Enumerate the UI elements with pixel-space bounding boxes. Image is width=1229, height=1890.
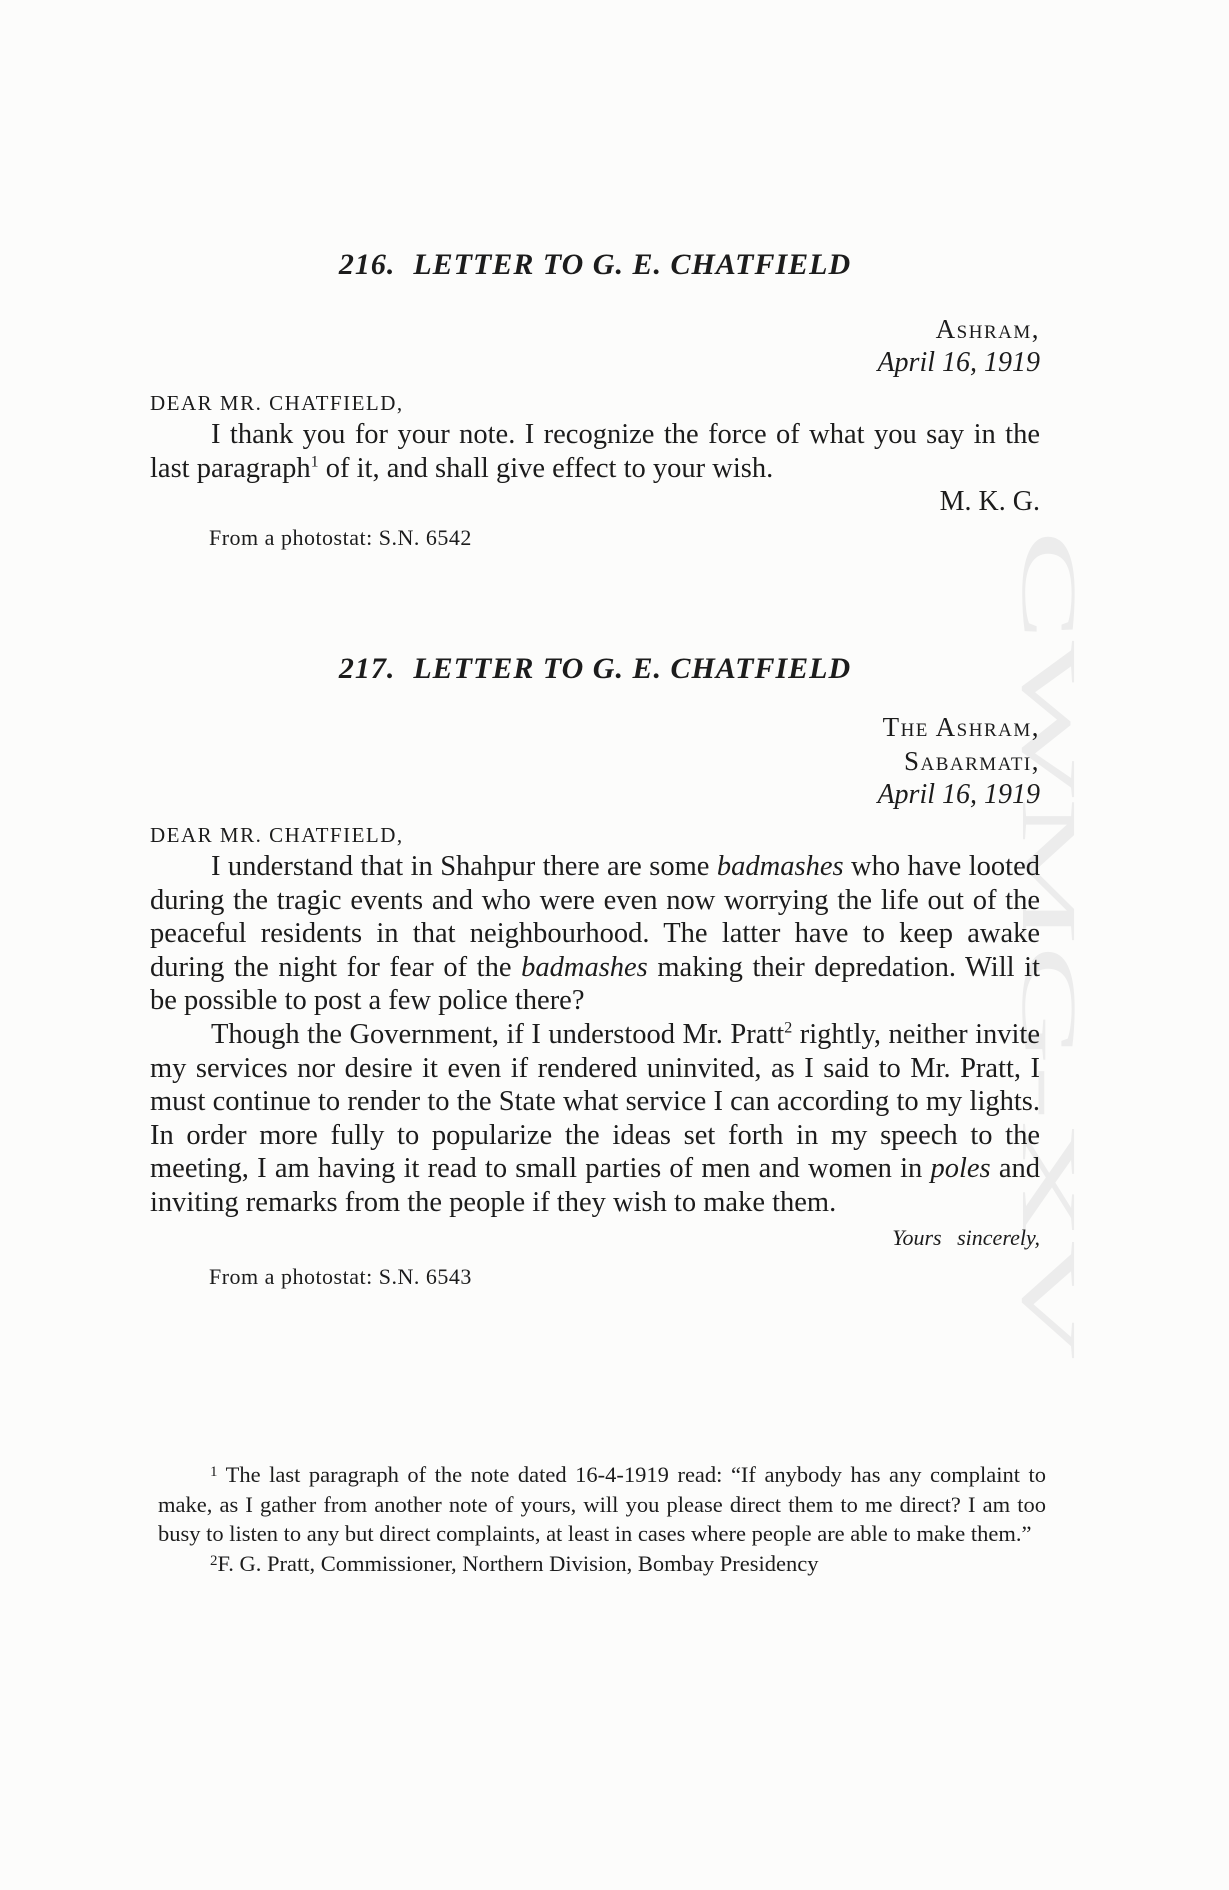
place-line: Sabarmati,: [904, 746, 1040, 776]
letter-heading: [150, 248, 1040, 282]
closing: Yours sincerely,: [892, 1224, 1040, 1250]
footnote-text: The last paragraph of the note dated 16-4-1919 read: “If anybody has any complaint to make, as I gather from another note of yours, will you please direct them to me direct? I am too busy to listen to any but direct complaints, at least in cases where people are able to make them.”: [158, 1462, 1047, 1546]
place-line: The Ashram,: [882, 712, 1040, 742]
letter-title: LETTER TO G. E. CHATFIELD: [413, 652, 852, 685]
salutation: DEAR MR. CHATFIELD,: [150, 391, 404, 415]
body-text: Though the Government, if I understood Mr. Pratt: [211, 1018, 785, 1050]
footnote: [158, 1460, 1046, 1549]
letter-title: LETTER TO G. E. CHATFIELD: [413, 248, 852, 281]
italic-term: badmashes: [716, 851, 844, 882]
letter-date: April 16, 1919: [877, 779, 1040, 810]
body-text: making their depredation. Will it be possible to post a few police there?: [150, 951, 1040, 1017]
body-text: who have looted during the tragic events and who were even now worrying the life out of the peaceful residents in that neighbourhood. The latter have to keep awake during the night for fear of the: [150, 851, 1041, 983]
footnote-text: F. G. Pratt, Commissioner, Northern Division, Bombay Presidency: [217, 1550, 819, 1576]
signature: M. K. G.: [939, 486, 1040, 518]
footnote: [158, 1549, 1046, 1579]
letter-number: 217.: [338, 652, 396, 685]
source-note: From a photostat: S.N. 6542: [209, 525, 472, 551]
footnote-mark: 1: [210, 1464, 218, 1480]
salutation: DEAR MR. CHATFIELD,: [150, 823, 404, 847]
letter-body-para-2: [150, 1018, 1040, 1220]
letter-heading: [150, 652, 1080, 686]
body-text: I thank you for your note. I recognize the force of what you say in the last paragraph: [150, 419, 1040, 484]
body-text: rightly, neither invite my services nor desire it even if rendered uninvited, as I said to Mr. Pratt, I must continue to render to the State what service I can according to my lights. In order more fully to popularize the ideas set forth in my speech to the meeting, I am having it read to small parties of men and women in: [150, 1018, 1040, 1185]
body-text: and inviting remarks from the people if they wish to make them.: [150, 1153, 1040, 1218]
letter-216: [150, 248, 1040, 551]
letter-body-para-1: [150, 850, 1040, 1018]
letter-body: [150, 418, 1040, 485]
letter-date: April 16, 1919: [877, 347, 1040, 378]
watermark-text: CWMG-XV: [1006, 530, 1093, 920]
body-text: of it, and shall give effect to your wish.: [318, 452, 774, 484]
source-note: From a photostat: S.N. 6543: [209, 1263, 472, 1289]
place-line: Ashram,: [935, 314, 1040, 344]
body-text: I understand that in Shahpur there are some: [211, 851, 717, 882]
footnote-mark: 2: [210, 1552, 218, 1569]
letter-number: 216.: [338, 248, 396, 281]
footnote-ref: 1: [310, 453, 319, 471]
italic-term: poles: [930, 1153, 991, 1185]
footnote-ref: 2: [784, 1019, 793, 1037]
footnotes: [158, 1460, 1046, 1578]
italic-term: badmashes: [521, 951, 648, 983]
letter-217: [150, 652, 1040, 1290]
